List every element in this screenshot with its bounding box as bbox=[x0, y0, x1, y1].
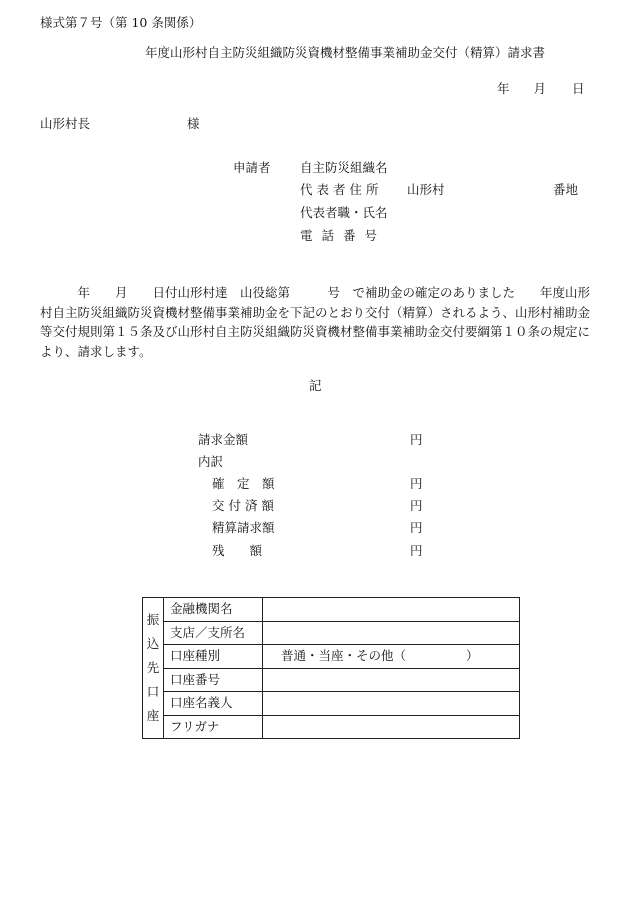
addressee-name: 山形村長 bbox=[40, 116, 91, 131]
ki-heading: 記 bbox=[309, 378, 322, 393]
request-amount-label: 請求金額 bbox=[198, 432, 249, 447]
account-type-close-paren: ） bbox=[466, 648, 479, 663]
table-row bbox=[143, 598, 520, 622]
furigana-label: フリガナ bbox=[164, 715, 263, 739]
bank-side-text: 振 込 先 口 座 bbox=[146, 612, 160, 723]
rep-address-label: 代表者住所 bbox=[300, 182, 383, 197]
org-name-label: 自主防災組織名 bbox=[300, 160, 388, 175]
table-row bbox=[143, 645, 520, 669]
date-line bbox=[497, 83, 585, 96]
table-row bbox=[143, 668, 520, 692]
settlement-amount-label: 精算請求額 bbox=[212, 520, 275, 535]
address-banchi: 番地 bbox=[553, 182, 579, 197]
account-type-label: 口座種別 bbox=[164, 645, 263, 669]
bank-side-label bbox=[143, 598, 164, 739]
settlement-amount-yen: 円 bbox=[410, 520, 423, 535]
paid-amount-label: 交付済額 bbox=[212, 498, 279, 513]
applicant-label: 申請者 bbox=[233, 160, 271, 175]
addressee-honorific: 様 bbox=[187, 116, 200, 131]
branch-name-field[interactable] bbox=[263, 621, 520, 645]
table-row bbox=[143, 621, 520, 645]
account-holder-label: 口座名義人 bbox=[164, 692, 263, 716]
form-number: 様式第７号（第 10 条関係） bbox=[40, 15, 202, 30]
bank-name-label: 金融機関名 bbox=[164, 598, 263, 622]
request-body-text: 年 月 日付山形村達 山役総第 号 で補助金の確定のありました 年度山形村自主防災組織防災資機材整備事業補助金を下記のとおり交付（精算）されるよう、山形村補助金等交付規則第１５条及び山形村自主防災組織防災資機材整備事業補助金交付要綱第１０条の規定により、請求します。 bbox=[40, 285, 591, 359]
bank-account-table bbox=[142, 597, 520, 739]
document-title: 年度山形村自主防災組織防災資機材整備事業補助金交付（精算）請求書 bbox=[144, 45, 545, 60]
table-row bbox=[143, 692, 520, 716]
account-number-label: 口座番号 bbox=[164, 668, 263, 692]
date-month: 月 bbox=[533, 81, 547, 96]
bank-name-field[interactable] bbox=[263, 598, 520, 622]
request-amount-yen: 円 bbox=[410, 432, 423, 447]
rep-name-label: 代表者職・氏名 bbox=[300, 205, 388, 220]
balance-label: 残 額 bbox=[212, 543, 263, 558]
confirmed-amount-yen: 円 bbox=[410, 476, 423, 491]
account-number-field[interactable] bbox=[263, 668, 520, 692]
date-year: 年 bbox=[497, 81, 510, 96]
date-day: 日 bbox=[572, 81, 585, 96]
breakdown-label: 内訳 bbox=[198, 454, 224, 469]
account-type-options: 普通・当座・その他（ bbox=[281, 648, 407, 663]
phone-label: 電話番号 bbox=[300, 228, 387, 243]
confirmed-amount-label: 確 定 額 bbox=[212, 476, 275, 491]
furigana-field[interactable] bbox=[263, 715, 520, 739]
account-holder-field[interactable] bbox=[263, 692, 520, 716]
address-village: 山形村 bbox=[407, 182, 445, 197]
branch-name-label: 支店／支所名 bbox=[164, 621, 263, 645]
paid-amount-yen: 円 bbox=[410, 498, 423, 513]
account-type-field[interactable] bbox=[263, 645, 520, 669]
table-row bbox=[143, 715, 520, 739]
balance-yen: 円 bbox=[410, 543, 423, 558]
